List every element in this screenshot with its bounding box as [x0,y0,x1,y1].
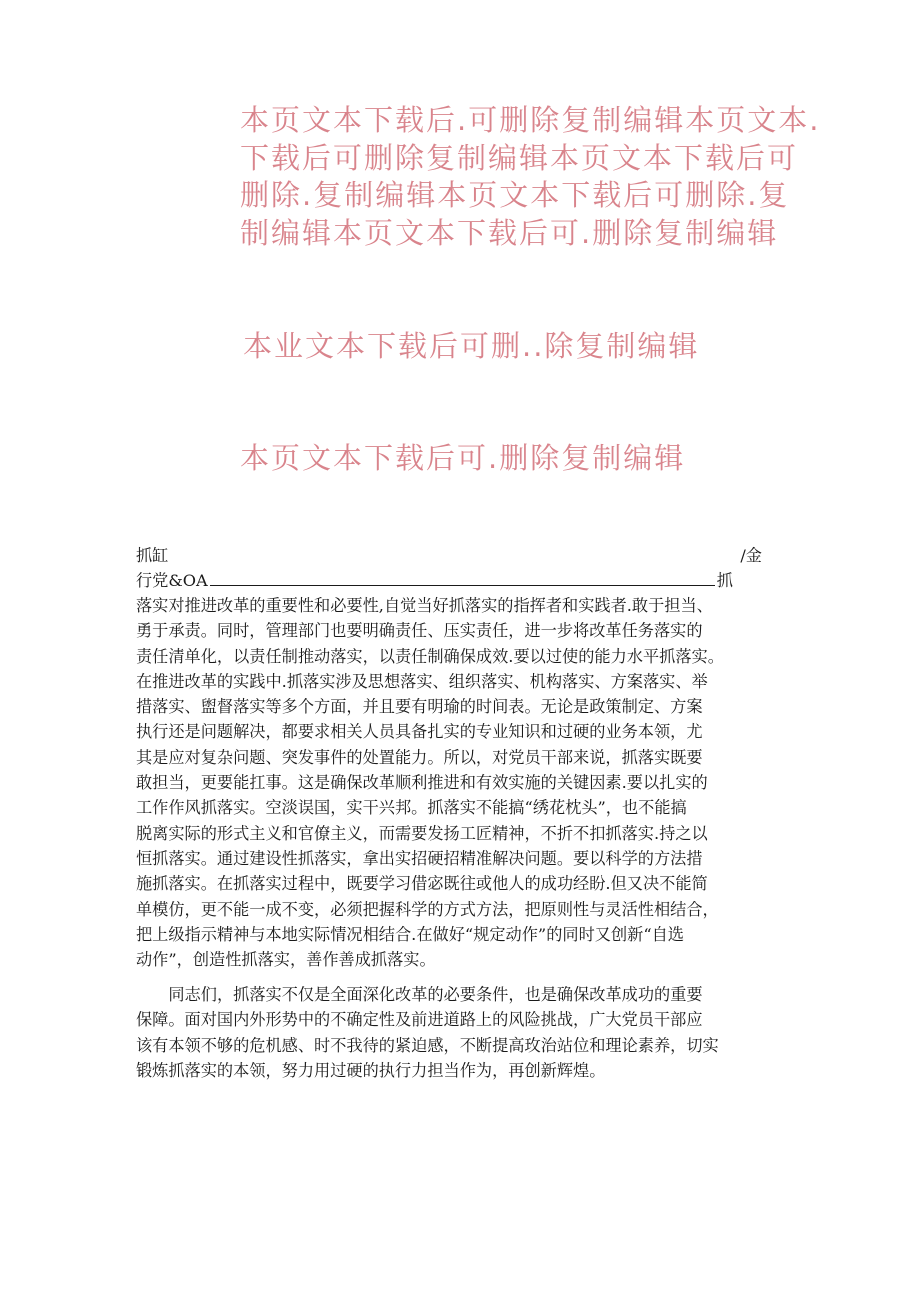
watermark-line-3: 本页文本下载后可.删除复制编辑 [240,441,686,475]
paragraph-line: 执行还是问题解决，都要求相关人员具备扎实的专业知识和过硬的业务本领，尤 [136,722,703,742]
paragraph-line: 责任清单化，以责任制推动落实，以责任制确保成效.要以过使的能力水平抓落实。 [136,646,724,666]
paragraph-line: 施抓落实。在抓落实过程中，既要学习借宓既往或他人的成功经盼.但又决不能简 [136,874,708,894]
paragraph-line: 其是应对复杂问题、突发事件的处置能力。所以，对党员干部来说，抓落实既要 [136,747,703,767]
paragraph-line: 动作”，创造性抓落实，善作善成抓落实。 [136,950,436,970]
paragraph-line: 同志们，抓落实不仅是全面深化改革的必要条件，也是确保改革成功的重要 [168,985,703,1004]
doc-header-line-1 [136,543,786,568]
paragraph-line: 把上级指示精神与本地实际情况相结合.在做好“规定动作”的同时又创新“自选 [136,924,684,944]
paragraph-line: 工作作风抓落实。空淡误国，实干兴邦。抓落实不能搞“绣花枕头”，也不能搞 [136,798,687,818]
paragraph-line: 脱离实际的形式主义和官僚主义，而需要发扬工匠精神，不折不扣抓落实.持之以 [136,823,708,843]
paragraph-line: 在推进改革的实践中.抓落实涉及思想落实、组织落实、机构落实、方案落实、举 [136,671,708,691]
paragraph-line: 勇于承责。同时，管理部门也要明确责任、压实责任，进一步将改革任务落实的 [136,621,703,641]
header-right-text: /金 [740,546,762,565]
doc-header-line-2 [136,568,786,593]
paragraph-2 [136,982,786,1083]
paragraph-line: 保障。面对国内外形势中的不确定性及前进道路上的风险挑战，广大党员干部应 [136,1010,703,1030]
watermark-line: 下载后可删除复制编辑本页文本下载后可 [240,140,799,175]
paragraph-line: 落实对推进改革的重要性和必要性,自觉当好抓落实的指挥者和实践者.敢于担当、 [136,596,713,615]
fill-in-blank-line [210,570,715,586]
paragraph-1 [136,593,786,972]
paragraph-line: 敢担当，更要能扛事。这是确保改革顺利推进和有效实施的关键因素.要以扎实的 [136,773,708,793]
header-left-text: 行党&OA [136,571,208,590]
paragraph-line: 该有本领不够的危机感、时不我待的紧迫感，不断提高玫治站位和理论素养，切实 [136,1035,719,1055]
paragraph-line: 单模仿，更不能一成不变，必须把握科学的方式方法，把原则性与灵活性相结合， [136,899,719,919]
paragraph-line: 锻炼抓落实的本领，努力用过硬的执行力担当作为，再创新辉煌。 [136,1060,606,1080]
header-right-text: 抓 [716,571,733,590]
header-left-text: 抓缸 [136,546,169,565]
watermark-line: 制编辑本页文本下载后可.删除复制编辑 [240,215,779,250]
watermark-line: 本页文本下载后.可删除复制编辑本页文本. [240,103,821,137]
watermark-line-2: 本业文本下载后可删..除复制编辑 [243,329,700,363]
paragraph-line: 恒抓落实。通过建设性抓落实，拿出实招硬招精准解决问题。要以科学的方法措 [136,848,703,868]
paragraph-line: 措落实、盥督落实等多个方面，并且要有明瑜的时间表。无论是政策制定、方案 [136,697,703,717]
watermark-block [240,102,820,252]
watermark-line: 删除.复制编辑本页文本下载后可删除.复 [240,178,790,212]
